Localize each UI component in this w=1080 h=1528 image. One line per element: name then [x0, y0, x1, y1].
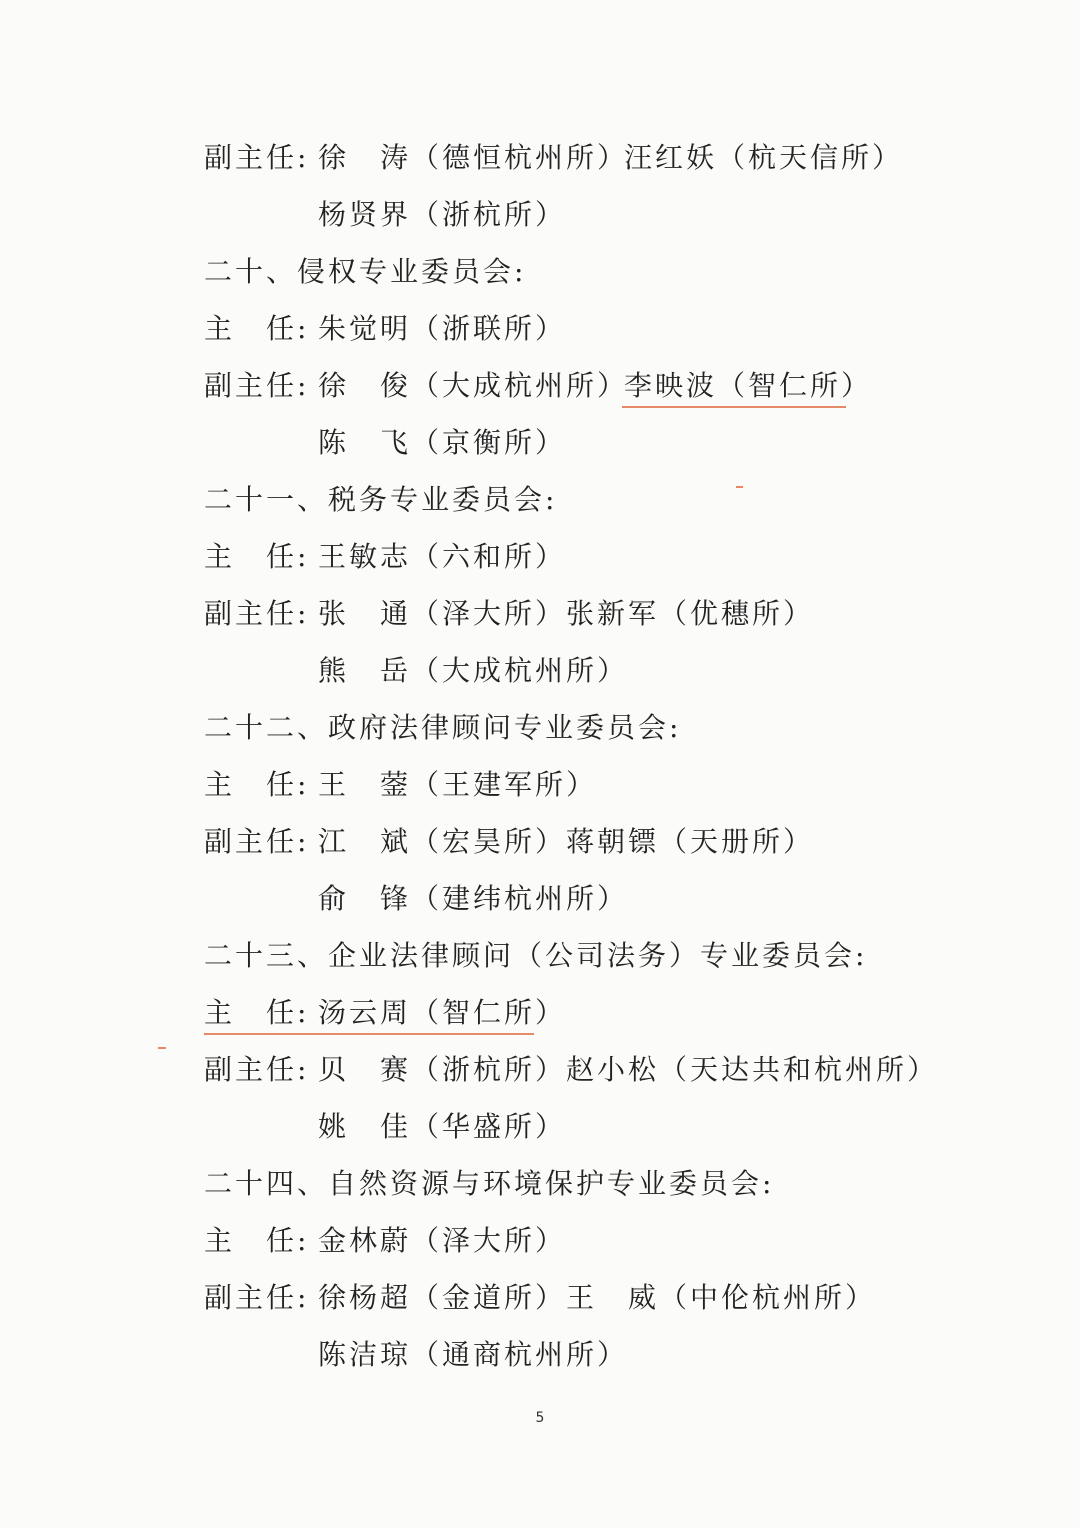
role-label: 主 任:	[204, 768, 310, 801]
page-number: 5	[535, 1410, 545, 1426]
member-entry: 俞 锋（建纬杭州所）	[318, 882, 629, 915]
role-label: 副主任:	[204, 1053, 310, 1086]
ink-mark	[158, 1047, 166, 1049]
member-entry-highlighted: 李映波（智仁所）	[624, 369, 873, 402]
role-label: 副主任:	[204, 141, 310, 174]
role-label: 副主任:	[204, 597, 310, 630]
role-label: 主 任:	[204, 312, 310, 345]
member-entry: 张 通（泽大所）	[318, 597, 567, 630]
member-entry: 贝 赛（浙杭所）	[318, 1053, 567, 1086]
role-label: 副主任:	[204, 825, 310, 858]
heading-text: 二十一、税务专业委员会:	[204, 483, 558, 516]
heading-text: 二十二、政府法律顾问专业委员会:	[204, 711, 682, 744]
member-entry: 蒋朝镖（天册所）	[566, 825, 815, 858]
heading-text: 二十、侵权专业委员会:	[204, 255, 527, 288]
member-entry: 张新军（优穗所）	[566, 597, 815, 630]
member-entry: 姚 佳（华盛所）	[318, 1110, 567, 1143]
member-entry: 赵小松（天达共和杭州所）	[566, 1053, 939, 1086]
member-entry: 朱觉明（浙联所）	[318, 312, 567, 345]
highlight-underline	[204, 1033, 534, 1035]
role-label: 主 任:	[204, 540, 310, 573]
role-label: 主 任:	[204, 1224, 310, 1257]
ink-mark	[736, 486, 743, 488]
heading-text: 二十四、自然资源与环境保护专业委员会:	[204, 1167, 775, 1200]
member-entry: 徐杨超（金道所）	[318, 1281, 567, 1314]
member-entry: 江 斌（宏昊所）	[318, 825, 567, 858]
member-entry: 陈洁琼（通商杭州所）	[318, 1338, 629, 1371]
member-entry: 汪红妖（杭天信所）	[624, 141, 904, 174]
member-entry: 徐 俊（大成杭州所）	[318, 369, 629, 402]
member-entry: 金林蔚（泽大所）	[318, 1224, 567, 1257]
member-entry: 徐 涛（德恒杭州所）	[318, 141, 629, 174]
role-label: 主 任:	[204, 996, 310, 1029]
heading-text: 二十三、企业法律顾问（公司法务）专业委员会:	[204, 939, 868, 972]
member-entry: 熊 岳（大成杭州所）	[318, 654, 629, 687]
role-label: 副主任:	[204, 1281, 310, 1314]
member-entry: 陈 飞（京衡所）	[318, 426, 567, 459]
member-entry: 王 蓥（王建军所）	[318, 768, 598, 801]
member-entry: 王敏志（六和所）	[318, 540, 567, 573]
member-entry-highlighted: 汤云周（智仁所）	[318, 996, 567, 1029]
member-entry: 王 威（中伦杭州所）	[566, 1281, 877, 1314]
role-label: 副主任:	[204, 369, 310, 402]
member-entry: 杨贤界（浙杭所）	[318, 198, 567, 231]
highlight-underline	[622, 406, 846, 408]
